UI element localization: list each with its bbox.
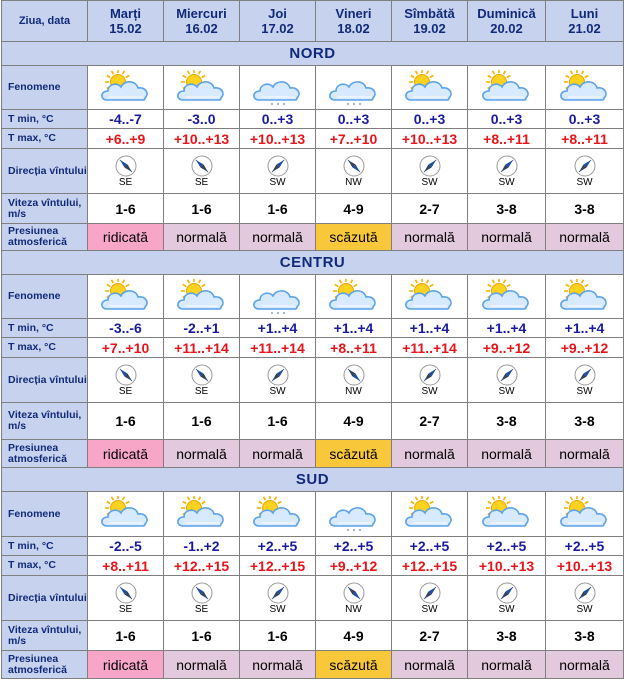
fenomene-row xyxy=(2,66,624,110)
tmin-row xyxy=(2,537,624,556)
fenomene-row xyxy=(2,492,624,537)
compass-icon xyxy=(164,582,239,604)
day-header xyxy=(240,1,316,42)
pressure-row xyxy=(2,224,624,251)
wind-speed-value: 4-9 xyxy=(316,194,392,224)
tmin-row xyxy=(2,110,624,129)
row-label-fenomene: Fenomene xyxy=(2,66,88,110)
row-label-fenomene: Fenomene xyxy=(2,275,88,319)
wind-direction-cell xyxy=(88,149,164,194)
day-header xyxy=(316,1,392,42)
compass-icon xyxy=(468,582,545,604)
wind-direction-label: SE xyxy=(118,603,133,615)
sun-cloud-icon xyxy=(88,279,163,315)
wind-direction-label: NW xyxy=(345,385,362,397)
compass-icon xyxy=(316,582,391,604)
wind-speed-value: 1-6 xyxy=(164,194,240,224)
wind-direction-label: SE xyxy=(118,385,133,397)
cloud-snow-icon xyxy=(316,496,391,532)
day-date: 19.02 xyxy=(413,21,446,36)
wind-direction-label: SE xyxy=(194,176,209,188)
wind-direction-cell xyxy=(88,576,164,621)
wind-direction-cell xyxy=(164,358,240,403)
pressure-value: normală xyxy=(240,224,316,251)
corner-label: Ziua, data xyxy=(2,1,88,42)
row-label-tmin: T min, °C xyxy=(2,319,88,338)
day-name: Vineri xyxy=(335,6,372,21)
weather-cell xyxy=(240,66,316,110)
tmax-value: +11..+14 xyxy=(392,338,468,358)
pressure-value: ridicată xyxy=(88,651,164,679)
row-label-tmax: T max, °C xyxy=(2,338,88,358)
tmin-value: -3..-6 xyxy=(88,319,164,338)
tmax-value: +11..+14 xyxy=(164,338,240,358)
wind-speed-value: 4-9 xyxy=(316,403,392,440)
tmax-value: +10..+13 xyxy=(468,556,546,576)
sun-cloud-icon xyxy=(468,496,545,532)
weather-cell xyxy=(316,66,392,110)
row-label-wind-direction: Direcția vîntului xyxy=(2,358,88,403)
tmin-value: 0..+3 xyxy=(240,110,316,129)
row-label-tmax: T max, °C xyxy=(2,129,88,149)
row-label-wind-speed: Viteza vîntului, m/s xyxy=(2,403,88,440)
wind-speed-value: 1-6 xyxy=(164,621,240,651)
sun-cloud-icon xyxy=(88,70,163,106)
row-label-pressure: Presiunea atmosferică xyxy=(2,440,88,468)
tmax-value: +10..+13 xyxy=(240,129,316,149)
compass-icon xyxy=(468,155,545,177)
weather-cell xyxy=(468,492,546,537)
forecast-table xyxy=(1,0,624,679)
wind-speed-row xyxy=(2,194,624,224)
region-row xyxy=(2,42,624,66)
weather-cell xyxy=(546,275,624,319)
tmin-value: 0..+3 xyxy=(316,110,392,129)
tmin-value: -4..-7 xyxy=(88,110,164,129)
compass-icon xyxy=(392,364,467,386)
wind-speed-value: 3-8 xyxy=(468,194,546,224)
sun-cloud-icon xyxy=(392,70,467,106)
pressure-value: normală xyxy=(392,440,468,468)
tmax-value: +8..+11 xyxy=(316,338,392,358)
pressure-value: normală xyxy=(546,651,624,679)
wind-direction-cell xyxy=(88,358,164,403)
tmax-value: +9..+12 xyxy=(546,338,624,358)
wind-direction-label: SW xyxy=(576,385,593,397)
wind-speed-value: 1-6 xyxy=(240,621,316,651)
pressure-row xyxy=(2,651,624,679)
day-date: 15.02 xyxy=(109,21,142,36)
pressure-value: normală xyxy=(164,651,240,679)
compass-icon xyxy=(546,155,623,177)
weather-cell xyxy=(468,275,546,319)
tmin-value: +1..+4 xyxy=(468,319,546,338)
tmax-value: +12..+15 xyxy=(164,556,240,576)
pressure-row xyxy=(2,440,624,468)
tmax-value: +10..+13 xyxy=(164,129,240,149)
pressure-value: normală xyxy=(468,224,546,251)
wind-direction-label: SW xyxy=(498,385,515,397)
row-label-fenomene: Fenomene xyxy=(2,492,88,537)
tmax-row xyxy=(2,129,624,149)
pressure-value: normală xyxy=(240,440,316,468)
day-header xyxy=(392,1,468,42)
tmax-value: +11..+14 xyxy=(240,338,316,358)
weather-cell xyxy=(468,66,546,110)
tmin-value: +2..+5 xyxy=(240,537,316,556)
wind-speed-value: 3-8 xyxy=(468,621,546,651)
wind-speed-value: 2-7 xyxy=(392,194,468,224)
sun-cloud-icon xyxy=(546,279,623,315)
pressure-value: scăzută xyxy=(316,224,392,251)
compass-icon xyxy=(392,582,467,604)
wind-direction-cell xyxy=(392,149,468,194)
sun-cloud-icon xyxy=(164,496,239,532)
sun-cloud-icon xyxy=(468,70,545,106)
pressure-value: normală xyxy=(392,651,468,679)
day-name: Miercuri xyxy=(176,6,227,21)
row-label-tmax: T max, °C xyxy=(2,556,88,576)
tmax-value: +10..+13 xyxy=(392,129,468,149)
wind-direction-cell xyxy=(316,576,392,621)
pressure-value: ridicată xyxy=(88,440,164,468)
wind-direction-label: SE xyxy=(194,385,209,397)
tmax-value: +8..+11 xyxy=(88,556,164,576)
compass-icon xyxy=(240,582,315,604)
wind-direction-row xyxy=(2,576,624,621)
wind-direction-label: NW xyxy=(345,603,362,615)
tmin-value: +2..+5 xyxy=(468,537,546,556)
wind-speed-value: 1-6 xyxy=(164,403,240,440)
wind-direction-cell xyxy=(164,576,240,621)
weather-cell xyxy=(164,492,240,537)
tmax-value: +12..+15 xyxy=(392,556,468,576)
compass-icon xyxy=(316,155,391,177)
weather-cell xyxy=(546,66,624,110)
tmin-value: 0..+3 xyxy=(392,110,468,129)
compass-icon xyxy=(392,155,467,177)
day-name: Luni xyxy=(570,6,599,21)
weather-cell xyxy=(164,275,240,319)
tmin-value: +1..+4 xyxy=(546,319,624,338)
day-header xyxy=(468,1,546,42)
day-name: Joi xyxy=(268,6,287,21)
weather-cell xyxy=(392,66,468,110)
tmax-value: +12..+15 xyxy=(240,556,316,576)
wind-direction-label: SW xyxy=(576,176,593,188)
tmax-value: +8..+11 xyxy=(468,129,546,149)
tmax-row xyxy=(2,556,624,576)
pressure-value: ridicată xyxy=(88,224,164,251)
sun-cloud-icon xyxy=(164,70,239,106)
weather-cell xyxy=(240,492,316,537)
tmin-row xyxy=(2,319,624,338)
tmin-value: +1..+4 xyxy=(316,319,392,338)
wind-direction-cell xyxy=(468,358,546,403)
sun-cloud-icon xyxy=(392,279,467,315)
tmax-row xyxy=(2,338,624,358)
wind-speed-row xyxy=(2,621,624,651)
day-date: 16.02 xyxy=(185,21,218,36)
row-label-pressure: Presiunea atmosferică xyxy=(2,224,88,251)
wind-direction-label: SW xyxy=(269,385,286,397)
tmax-value: +6..+9 xyxy=(88,129,164,149)
wind-direction-label: SW xyxy=(498,603,515,615)
wind-speed-value: 3-8 xyxy=(546,194,624,224)
sun-cloud-icon xyxy=(468,279,545,315)
sun-cloud-icon xyxy=(164,279,239,315)
wind-direction-cell xyxy=(316,358,392,403)
wind-direction-cell xyxy=(546,576,624,621)
day-name: Sîmbătă xyxy=(404,6,455,21)
wind-direction-cell xyxy=(240,358,316,403)
wind-direction-label: SW xyxy=(421,176,438,188)
day-header xyxy=(546,1,624,42)
compass-icon xyxy=(164,364,239,386)
day-header xyxy=(164,1,240,42)
weather-cell xyxy=(316,275,392,319)
tmin-value: -2..-5 xyxy=(88,537,164,556)
compass-icon xyxy=(88,155,163,177)
weather-cell xyxy=(392,492,468,537)
pressure-value: normală xyxy=(546,224,624,251)
wind-speed-value: 1-6 xyxy=(88,621,164,651)
day-name: Marți xyxy=(109,6,142,21)
tmin-value: -3..0 xyxy=(164,110,240,129)
tmax-value: +9..+12 xyxy=(468,338,546,358)
tmax-value: +7..+10 xyxy=(316,129,392,149)
tmax-value: +8..+11 xyxy=(546,129,624,149)
compass-icon xyxy=(546,364,623,386)
day-header xyxy=(88,1,164,42)
compass-icon xyxy=(164,155,239,177)
tmin-value: +2..+5 xyxy=(392,537,468,556)
wind-direction-label: SW xyxy=(269,603,286,615)
wind-direction-cell xyxy=(392,358,468,403)
compass-icon xyxy=(88,364,163,386)
wind-speed-value: 1-6 xyxy=(240,403,316,440)
wind-direction-label: SE xyxy=(118,176,133,188)
weather-cell xyxy=(164,66,240,110)
tmin-value: -1..+2 xyxy=(164,537,240,556)
compass-icon xyxy=(546,582,623,604)
pressure-value: normală xyxy=(546,440,624,468)
wind-direction-cell xyxy=(240,149,316,194)
row-label-wind-speed: Viteza vîntului, m/s xyxy=(2,621,88,651)
wind-direction-label: SW xyxy=(269,176,286,188)
sun-cloud-icon xyxy=(88,496,163,532)
sun-cloud-icon xyxy=(392,496,467,532)
pressure-value: normală xyxy=(240,651,316,679)
header-row xyxy=(2,1,624,42)
pressure-value: normală xyxy=(468,440,546,468)
cloud-snow-icon xyxy=(240,70,315,106)
wind-direction-label: SW xyxy=(576,603,593,615)
tmax-value: +9..+12 xyxy=(316,556,392,576)
sun-cloud-icon xyxy=(240,496,315,532)
region-row xyxy=(2,468,624,492)
compass-icon xyxy=(240,364,315,386)
compass-icon xyxy=(316,364,391,386)
tmin-value: -2..+1 xyxy=(164,319,240,338)
wind-speed-value: 3-8 xyxy=(546,403,624,440)
tmin-value: +1..+4 xyxy=(392,319,468,338)
row-label-wind-direction: Direcția vîntului xyxy=(2,149,88,194)
wind-direction-cell xyxy=(164,149,240,194)
weather-cell xyxy=(316,492,392,537)
wind-direction-label: SW xyxy=(421,385,438,397)
row-label-pressure: Presiunea atmosferică xyxy=(2,651,88,679)
tmin-value: +1..+4 xyxy=(240,319,316,338)
wind-direction-label: SW xyxy=(421,603,438,615)
wind-direction-row xyxy=(2,358,624,403)
sun-cloud-icon xyxy=(546,70,623,106)
wind-speed-value: 2-7 xyxy=(392,403,468,440)
day-date: 21.02 xyxy=(568,21,601,36)
wind-direction-label: SW xyxy=(498,176,515,188)
weather-cell xyxy=(392,275,468,319)
wind-direction-cell xyxy=(468,149,546,194)
tmax-value: +10..+13 xyxy=(546,556,624,576)
compass-icon xyxy=(240,155,315,177)
tmin-value: +2..+5 xyxy=(316,537,392,556)
wind-direction-cell xyxy=(392,576,468,621)
row-label-tmin: T min, °C xyxy=(2,110,88,129)
weather-cell xyxy=(88,275,164,319)
wind-direction-label: NW xyxy=(345,176,362,188)
pressure-value: scăzută xyxy=(316,651,392,679)
day-name: Duminică xyxy=(477,6,536,21)
cloud-snow-icon xyxy=(316,70,391,106)
wind-direction-label: SE xyxy=(194,603,209,615)
region-name: NORD xyxy=(2,42,624,66)
wind-speed-value: 1-6 xyxy=(88,403,164,440)
row-label-wind-speed: Viteza vîntului, m/s xyxy=(2,194,88,224)
tmin-value: +2..+5 xyxy=(546,537,624,556)
region-row xyxy=(2,251,624,275)
tmin-value: 0..+3 xyxy=(468,110,546,129)
weather-cell xyxy=(88,66,164,110)
region-name: SUD xyxy=(2,468,624,492)
compass-icon xyxy=(88,582,163,604)
sun-cloud-icon xyxy=(546,496,623,532)
wind-speed-value: 3-8 xyxy=(546,621,624,651)
day-date: 18.02 xyxy=(337,21,370,36)
row-label-tmin: T min, °C xyxy=(2,537,88,556)
wind-direction-cell xyxy=(240,576,316,621)
tmax-value: +7..+10 xyxy=(88,338,164,358)
day-date: 20.02 xyxy=(490,21,523,36)
pressure-value: normală xyxy=(468,651,546,679)
wind-direction-cell xyxy=(546,149,624,194)
wind-speed-value: 1-6 xyxy=(240,194,316,224)
row-label-wind-direction: Direcția vîntului xyxy=(2,576,88,621)
wind-speed-value: 3-8 xyxy=(468,403,546,440)
compass-icon xyxy=(468,364,545,386)
wind-speed-row xyxy=(2,403,624,440)
weather-cell xyxy=(240,275,316,319)
pressure-value: normală xyxy=(392,224,468,251)
region-name: CENTRU xyxy=(2,251,624,275)
sun-cloud-icon xyxy=(316,279,391,315)
wind-direction-cell xyxy=(546,358,624,403)
day-date: 17.02 xyxy=(261,21,294,36)
wind-direction-row xyxy=(2,149,624,194)
cloud-snow-icon xyxy=(240,279,315,315)
wind-direction-cell xyxy=(468,576,546,621)
pressure-value: scăzută xyxy=(316,440,392,468)
weather-cell xyxy=(546,492,624,537)
wind-speed-value: 2-7 xyxy=(392,621,468,651)
tmin-value: 0..+3 xyxy=(546,110,624,129)
wind-speed-value: 4-9 xyxy=(316,621,392,651)
wind-speed-value: 1-6 xyxy=(88,194,164,224)
weather-cell xyxy=(88,492,164,537)
pressure-value: normală xyxy=(164,224,240,251)
pressure-value: normală xyxy=(164,440,240,468)
wind-direction-cell xyxy=(316,149,392,194)
fenomene-row xyxy=(2,275,624,319)
